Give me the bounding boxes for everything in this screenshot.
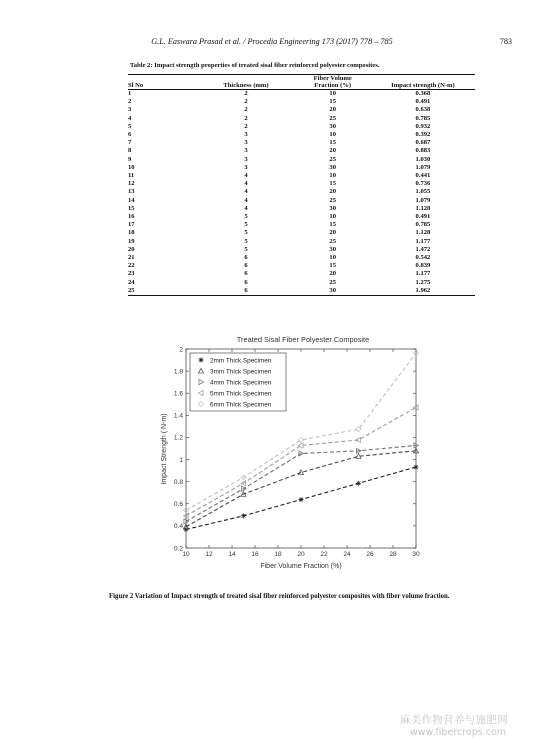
data-point xyxy=(241,513,246,518)
cell-sl-no: 17 xyxy=(128,221,135,229)
legend-label: 2mm Thick Specimen xyxy=(210,357,272,365)
chart-y-axis-label: Impact Strength ( N-m) xyxy=(161,413,168,485)
cell-impact-strength: 1.079 xyxy=(415,163,431,171)
cell-sl-no: 9 xyxy=(128,155,132,163)
x-tick-label: 12 xyxy=(205,551,213,558)
table-row xyxy=(128,229,475,237)
table-row xyxy=(128,188,475,196)
chart-title: Treated Sisal Fiber Polyester Composite xyxy=(236,335,370,344)
chart-x-axis-label: Fiber Volume Fraction (%) xyxy=(260,563,342,570)
data-point xyxy=(356,481,361,486)
cell-sl-no: 19 xyxy=(128,237,135,245)
watermark-text: 麻类作物营养与施肥网 xyxy=(400,714,508,726)
cell-impact-strength: 0.491 xyxy=(415,98,431,106)
cell-impact-strength: 1.275 xyxy=(415,278,431,286)
cell-fiber-volume-fraction: 25 xyxy=(329,237,336,245)
cell-impact-strength: 1.055 xyxy=(415,188,431,196)
legend-label: 3mm Thick Specimen xyxy=(210,368,272,376)
cell-impact-strength: 0.736 xyxy=(415,180,431,188)
legend-label: 4mm Thick Specimen xyxy=(210,379,272,387)
x-tick-label: 10 xyxy=(182,551,190,558)
table-row xyxy=(128,98,475,106)
table-row xyxy=(128,180,475,188)
x-tick-label: 28 xyxy=(389,551,397,558)
cell-fiber-volume-fraction: 20 xyxy=(329,188,336,196)
cell-sl-no: 21 xyxy=(128,254,135,262)
cell-thickness: 6 xyxy=(244,262,248,270)
legend-item xyxy=(198,390,271,397)
cell-thickness: 3 xyxy=(244,131,248,139)
x-tick-label: 22 xyxy=(320,551,328,558)
cell-impact-strength: 0.638 xyxy=(415,106,431,114)
table-row xyxy=(128,147,475,155)
cell-sl-no: 5 xyxy=(128,122,132,130)
cell-sl-no: 20 xyxy=(128,245,135,253)
cell-thickness: 5 xyxy=(244,213,248,221)
cell-sl-no: 13 xyxy=(128,188,135,196)
table-header-row xyxy=(128,75,475,90)
cell-thickness: 3 xyxy=(244,163,248,171)
cell-sl-no: 11 xyxy=(128,172,135,180)
cell-thickness: 5 xyxy=(244,229,248,237)
cell-sl-no: 10 xyxy=(128,163,135,171)
table-row xyxy=(128,270,475,278)
cell-fiber-volume-fraction: 10 xyxy=(329,213,336,221)
legend-item xyxy=(198,401,271,408)
cell-impact-strength: 0.441 xyxy=(415,172,431,180)
cell-impact-strength: 0.839 xyxy=(415,262,431,270)
y-tick-label: 1.2 xyxy=(173,434,183,442)
y-tick-label: 1 xyxy=(179,456,183,464)
page-number: 783 xyxy=(499,37,512,46)
data-point xyxy=(298,497,303,502)
cell-thickness: 4 xyxy=(244,188,248,196)
journal-citation: G.L. Easwara Prasad et al. / Procedia Engineering 173 (2017) 778 – 785 xyxy=(151,37,393,46)
table-row xyxy=(128,205,475,213)
cell-fiber-volume-fraction: 30 xyxy=(329,204,336,212)
y-tick-label: 0.4 xyxy=(173,523,183,531)
cell-fiber-volume-fraction: 25 xyxy=(329,155,336,163)
cell-thickness: 6 xyxy=(244,270,248,278)
cell-thickness: 5 xyxy=(244,221,248,229)
cell-thickness: 4 xyxy=(244,204,248,212)
cell-sl-no: 8 xyxy=(128,147,132,155)
cell-fiber-volume-fraction: 30 xyxy=(329,163,336,171)
cell-thickness: 4 xyxy=(244,196,248,204)
x-tick-label: 18 xyxy=(274,551,282,558)
cell-thickness: 2 xyxy=(244,122,248,130)
legend-item xyxy=(199,379,272,386)
y-tick-label: 0.8 xyxy=(173,478,183,486)
table-row xyxy=(128,197,475,205)
cell-impact-strength: 0.491 xyxy=(415,213,431,221)
header-sl-no: Sl No xyxy=(128,82,144,89)
table-row xyxy=(128,115,475,123)
table-row xyxy=(128,156,475,164)
cell-sl-no: 1 xyxy=(128,90,132,97)
page-header xyxy=(0,37,544,49)
cell-impact-strength: 1.472 xyxy=(415,245,431,253)
cell-sl-no: 22 xyxy=(128,262,135,270)
cell-thickness: 4 xyxy=(244,172,248,180)
table-row xyxy=(128,254,475,262)
cell-thickness: 2 xyxy=(244,114,248,122)
cell-impact-strength: 1.079 xyxy=(415,196,431,204)
cell-fiber-volume-fraction: 20 xyxy=(329,270,336,278)
cell-sl-no: 4 xyxy=(128,114,132,122)
cell-impact-strength: 0.687 xyxy=(415,139,431,147)
cell-fiber-volume-fraction: 15 xyxy=(329,221,336,229)
cell-impact-strength: 0.368 xyxy=(415,90,431,97)
cell-thickness: 6 xyxy=(244,286,248,294)
cell-sl-no: 12 xyxy=(128,180,135,188)
x-tick-label: 26 xyxy=(366,551,374,558)
cell-thickness: 2 xyxy=(244,98,248,106)
cell-sl-no: 3 xyxy=(128,106,132,114)
cell-thickness: 6 xyxy=(244,254,248,262)
table-row xyxy=(128,262,475,270)
y-tick-label: 0.2 xyxy=(173,545,183,553)
watermark-url: www.fibercrops.com xyxy=(410,727,507,738)
y-tick-label: 1.8 xyxy=(173,368,183,376)
cell-thickness: 3 xyxy=(244,155,248,163)
cell-fiber-volume-fraction: 10 xyxy=(329,254,336,262)
cell-impact-strength: 0.542 xyxy=(415,254,431,262)
table-row xyxy=(128,90,475,99)
cell-thickness: 2 xyxy=(244,90,248,97)
cell-fiber-volume-fraction: 10 xyxy=(329,172,336,180)
figure-caption: Figure 2 Variation of Impact strength of treated sisal fiber reinforced polyester composites with fiber volume fraction. xyxy=(109,593,450,600)
legend-label: 5mm Thick Specimen xyxy=(210,390,272,398)
x-tick-label: 16 xyxy=(251,551,259,558)
cell-fiber-volume-fraction: 30 xyxy=(329,122,336,130)
cell-impact-strength: 0.392 xyxy=(415,131,431,139)
cell-fiber-volume-fraction: 20 xyxy=(329,106,336,114)
impact-strength-chart xyxy=(150,330,430,580)
table-row xyxy=(128,246,475,254)
cell-fiber-volume-fraction: 25 xyxy=(329,196,336,204)
impact-strength-table xyxy=(128,74,475,296)
cell-sl-no: 25 xyxy=(128,286,135,294)
cell-thickness: 3 xyxy=(244,139,248,147)
cell-fiber-volume-fraction: 15 xyxy=(329,262,336,270)
cell-sl-no: 16 xyxy=(128,213,135,221)
y-tick-label: 1.4 xyxy=(173,412,183,420)
table-body xyxy=(128,90,475,296)
header-impact-strength: Impact strength (N-m) xyxy=(391,82,455,89)
y-tick-label: 1.6 xyxy=(173,390,183,398)
cell-fiber-volume-fraction: 20 xyxy=(329,229,336,237)
y-tick-label: 0.6 xyxy=(173,501,183,509)
table-row xyxy=(128,139,475,147)
header-fvf-line2: Fraction (%) xyxy=(314,82,352,89)
cell-thickness: 3 xyxy=(244,147,248,155)
header-fvf-line1: Fiber Volume xyxy=(313,75,352,82)
table-row xyxy=(128,221,475,229)
cell-fiber-volume-fraction: 20 xyxy=(329,147,336,155)
cell-fiber-volume-fraction: 30 xyxy=(329,245,336,253)
cell-impact-strength: 0.785 xyxy=(415,114,431,122)
cell-sl-no: 15 xyxy=(128,204,135,212)
cell-sl-no: 6 xyxy=(128,131,132,139)
cell-sl-no: 2 xyxy=(128,98,132,106)
cell-impact-strength: 1.177 xyxy=(415,270,431,278)
cell-fiber-volume-fraction: 15 xyxy=(329,139,336,147)
header-fiber-volume-fraction xyxy=(295,75,371,90)
cell-impact-strength: 0.785 xyxy=(415,221,431,229)
cell-impact-strength: 1.128 xyxy=(415,229,431,237)
cell-sl-no: 14 xyxy=(128,196,135,204)
cell-impact-strength: 1.030 xyxy=(415,155,431,163)
table-row xyxy=(128,287,475,296)
cell-fiber-volume-fraction: 25 xyxy=(329,114,336,122)
cell-sl-no: 7 xyxy=(128,139,132,147)
x-tick-label: 14 xyxy=(228,551,236,558)
legend-item xyxy=(198,357,271,364)
cell-impact-strength: 1.177 xyxy=(415,237,431,245)
table-row xyxy=(128,238,475,246)
cell-fiber-volume-fraction: 15 xyxy=(329,180,336,188)
table-row xyxy=(128,164,475,172)
cell-sl-no: 23 xyxy=(128,270,135,278)
cell-impact-strength: 1.128 xyxy=(415,204,431,212)
legend-item xyxy=(198,368,271,375)
x-tick-label: 20 xyxy=(297,551,305,558)
table-row xyxy=(128,131,475,139)
table-row xyxy=(128,123,475,131)
cell-fiber-volume-fraction: 25 xyxy=(329,278,336,286)
cell-fiber-volume-fraction: 10 xyxy=(329,90,336,97)
cell-impact-strength: 1.962 xyxy=(415,286,431,294)
table-row xyxy=(128,213,475,221)
table-row xyxy=(128,106,475,114)
x-tick-label: 24 xyxy=(343,551,351,558)
cell-impact-strength: 0.883 xyxy=(415,147,431,155)
cell-thickness: 5 xyxy=(244,237,248,245)
legend-label: 6mm Thick Specimen xyxy=(210,401,272,409)
cell-thickness: 4 xyxy=(244,180,248,188)
x-tick-label: 30 xyxy=(412,551,420,558)
y-tick-label: 2 xyxy=(179,346,183,354)
cell-fiber-volume-fraction: 15 xyxy=(329,98,336,106)
table-caption: Table 2: Impact strength properties of treated sisal fiber reinforced polyester composites. xyxy=(130,62,380,69)
cell-thickness: 5 xyxy=(244,245,248,253)
cell-thickness: 2 xyxy=(244,106,248,114)
cell-sl-no: 18 xyxy=(128,229,135,237)
cell-sl-no: 24 xyxy=(128,278,135,286)
table-row xyxy=(128,172,475,180)
cell-fiber-volume-fraction: 30 xyxy=(329,286,336,294)
header-thickness: Thickness (mm) xyxy=(223,82,269,89)
chart-legend xyxy=(190,353,286,411)
cell-thickness: 6 xyxy=(244,278,248,286)
cell-fiber-volume-fraction: 10 xyxy=(329,131,336,139)
table-row xyxy=(128,279,475,287)
cell-impact-strength: 0.932 xyxy=(415,122,431,130)
